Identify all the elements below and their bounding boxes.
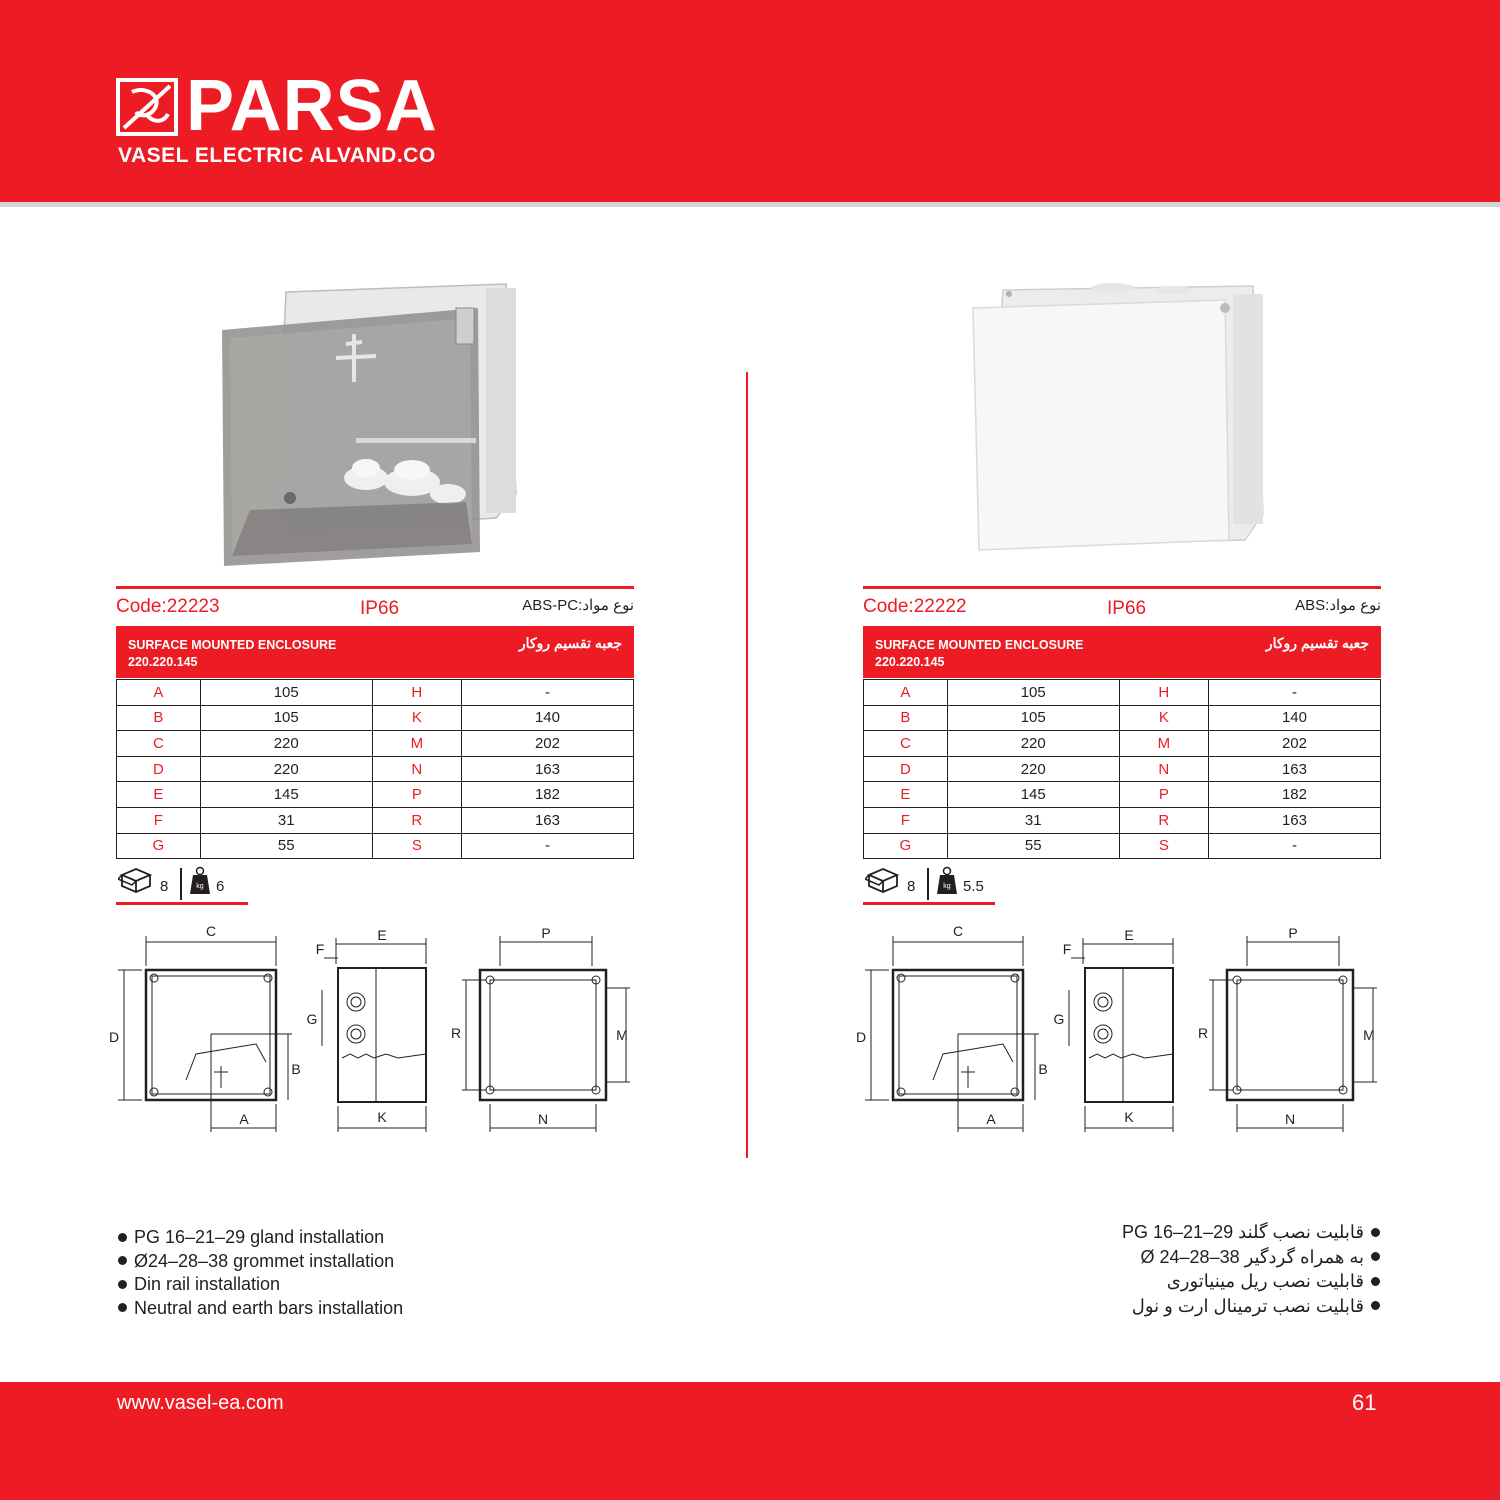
table-row bbox=[117, 731, 634, 757]
pack-separator bbox=[180, 868, 182, 900]
drawing-label-g: G bbox=[1053, 1011, 1065, 1027]
feature-text: به همراه گردگیر 38–28–24 Ø bbox=[1140, 1246, 1364, 1267]
drawing-label-d: D bbox=[108, 1029, 120, 1045]
dim-label: F bbox=[117, 807, 201, 833]
ip-rating: IP66 bbox=[1107, 598, 1147, 619]
spec-title-en: SURFACE MOUNTED ENCLOSURE bbox=[128, 638, 337, 652]
drawing-label-b: B bbox=[1038, 1061, 1048, 1077]
dim-value: 31 bbox=[200, 807, 372, 833]
bullet-icon bbox=[1371, 1277, 1380, 1286]
dim-label: P bbox=[372, 782, 461, 808]
kg-weight-icon bbox=[190, 866, 210, 894]
drawing-label-e: E bbox=[1124, 927, 1134, 943]
dim-value: 145 bbox=[200, 782, 372, 808]
dim-label: E bbox=[117, 782, 201, 808]
bullet-icon bbox=[118, 1280, 127, 1289]
dim-label: B bbox=[117, 705, 201, 731]
list-item bbox=[118, 1226, 403, 1250]
dim-value: - bbox=[1208, 680, 1380, 706]
drawing-label-m: M bbox=[616, 1027, 628, 1043]
feature-text: Din rail installation bbox=[134, 1274, 281, 1294]
dim-value: - bbox=[461, 833, 633, 859]
dim-value: 31 bbox=[947, 807, 1119, 833]
dim-value: 220 bbox=[947, 756, 1119, 782]
list-item bbox=[1122, 1269, 1380, 1294]
drawing-label-d: D bbox=[855, 1029, 867, 1045]
feature-text: PG 16–21–29 gland installation bbox=[134, 1227, 385, 1247]
ip-rating: IP66 bbox=[360, 598, 400, 619]
dim-value: 163 bbox=[461, 756, 633, 782]
dim-value: - bbox=[461, 680, 633, 706]
product-panel-22222 bbox=[855, 0, 1403, 1200]
packaging-rule bbox=[863, 902, 995, 905]
dim-label: D bbox=[117, 756, 201, 782]
features-list-fa bbox=[1122, 1220, 1380, 1318]
dim-value: 105 bbox=[947, 705, 1119, 731]
dim-label: D bbox=[864, 756, 948, 782]
dim-label: S bbox=[1119, 833, 1208, 859]
spec-size: 220.220.145 bbox=[875, 655, 945, 669]
weight-value: 6 bbox=[216, 878, 225, 895]
table-row bbox=[864, 782, 1381, 808]
dim-label: R bbox=[1119, 807, 1208, 833]
dim-value: 182 bbox=[1208, 782, 1380, 808]
drawing-label-n: N bbox=[537, 1111, 549, 1127]
dim-label: N bbox=[1119, 756, 1208, 782]
product-code-row bbox=[863, 596, 1381, 622]
feature-text: قابلیت نصب ریل مینیاتوری bbox=[1166, 1271, 1364, 1291]
drawing-label-g: G bbox=[306, 1011, 318, 1027]
center-divider bbox=[746, 372, 748, 1158]
drawing-label-k: K bbox=[377, 1109, 387, 1125]
table-row bbox=[117, 807, 634, 833]
drawing-label-m: M bbox=[1363, 1027, 1375, 1043]
list-item bbox=[118, 1297, 403, 1321]
list-item bbox=[118, 1273, 403, 1297]
drawing-label-r: R bbox=[1197, 1025, 1209, 1041]
drawing-label-a: A bbox=[986, 1111, 996, 1127]
drawing-label-b: B bbox=[291, 1061, 301, 1077]
dim-label: S bbox=[372, 833, 461, 859]
drawing-label-p: P bbox=[1288, 925, 1298, 941]
dim-label: M bbox=[372, 731, 461, 757]
table-row bbox=[117, 833, 634, 859]
dim-value: 140 bbox=[461, 705, 633, 731]
drawing-label-c: C bbox=[205, 923, 217, 939]
spec-header bbox=[863, 626, 1381, 678]
website-link[interactable]: www.vasel-ea.com bbox=[117, 1392, 284, 1414]
dim-value: 220 bbox=[200, 731, 372, 757]
dimension-table bbox=[863, 679, 1381, 859]
svg-text:kg: kg bbox=[196, 883, 204, 890]
spec-header bbox=[116, 626, 634, 678]
dim-label: B bbox=[864, 705, 948, 731]
drawing-label-k: K bbox=[1124, 1109, 1134, 1125]
dim-label: E bbox=[864, 782, 948, 808]
pack-count: 8 bbox=[907, 878, 916, 895]
pack-count: 8 bbox=[160, 878, 169, 895]
feature-text: Ø24–28–38 grommet installation bbox=[134, 1250, 395, 1271]
drawing-label-r: R bbox=[450, 1025, 462, 1041]
list-item bbox=[118, 1250, 403, 1274]
table-row bbox=[864, 705, 1381, 731]
dimension-drawing bbox=[106, 922, 646, 1137]
table-row bbox=[117, 782, 634, 808]
svg-text:kg: kg bbox=[943, 883, 951, 890]
material-type: نوع مواد:ABS-PC bbox=[522, 597, 634, 614]
dim-label: C bbox=[864, 731, 948, 757]
product-code-row bbox=[116, 596, 634, 622]
dim-label: G bbox=[117, 833, 201, 859]
dim-label: K bbox=[372, 705, 461, 731]
dim-value: - bbox=[1208, 833, 1380, 859]
dim-label: G bbox=[864, 833, 948, 859]
packaging-info bbox=[863, 866, 1113, 902]
product-code: Code:22223 bbox=[116, 596, 220, 617]
dim-value: 182 bbox=[461, 782, 633, 808]
dim-value: 140 bbox=[1208, 705, 1380, 731]
dim-label: F bbox=[864, 807, 948, 833]
dim-value: 105 bbox=[200, 680, 372, 706]
drawing-label-c: C bbox=[952, 923, 964, 939]
table-row bbox=[864, 756, 1381, 782]
table-row bbox=[864, 833, 1381, 859]
dim-label: R bbox=[372, 807, 461, 833]
dim-value: 163 bbox=[461, 807, 633, 833]
dim-label: M bbox=[1119, 731, 1208, 757]
dim-label: H bbox=[372, 680, 461, 706]
product-photo-opaque-cover bbox=[963, 278, 1273, 578]
pack-separator bbox=[927, 868, 929, 900]
bullet-icon bbox=[1371, 1301, 1380, 1310]
dim-value: 163 bbox=[1208, 807, 1380, 833]
bullet-icon bbox=[118, 1233, 127, 1242]
spec-title-fa: جعبه تقسیم روکار bbox=[1265, 635, 1369, 651]
drawing-label-a: A bbox=[239, 1111, 249, 1127]
weight-value: 5.5 bbox=[963, 878, 984, 895]
drawing-label-f: F bbox=[315, 941, 325, 957]
drawing-label-p: P bbox=[541, 925, 551, 941]
dim-value: 163 bbox=[1208, 756, 1380, 782]
table-row bbox=[864, 731, 1381, 757]
brand-name: PARSA bbox=[186, 66, 438, 146]
dim-value: 220 bbox=[947, 731, 1119, 757]
table-row bbox=[117, 756, 634, 782]
packaging-info bbox=[116, 866, 366, 902]
material-type: نوع مواد:ABS bbox=[1295, 597, 1381, 614]
drawing-label-e: E bbox=[377, 927, 387, 943]
dim-value: 145 bbox=[947, 782, 1119, 808]
spec-title bbox=[875, 637, 1083, 671]
dim-value: 202 bbox=[461, 731, 633, 757]
table-row bbox=[117, 680, 634, 706]
feature-text: قابلیت نصب ترمینال ارت و نول bbox=[1131, 1295, 1364, 1316]
dimension-drawing bbox=[853, 922, 1393, 1137]
code-rule bbox=[863, 586, 1381, 589]
list-item bbox=[1122, 1220, 1380, 1245]
box-icon bbox=[865, 866, 901, 894]
bullet-icon bbox=[1371, 1252, 1380, 1261]
dim-value: 105 bbox=[200, 705, 372, 731]
dim-label: H bbox=[1119, 680, 1208, 706]
drawing-label-f: F bbox=[1062, 941, 1072, 957]
product-code: Code:22222 bbox=[863, 596, 967, 617]
table-row bbox=[117, 705, 634, 731]
bullet-icon bbox=[118, 1256, 127, 1265]
dimension-table bbox=[116, 679, 634, 859]
feature-text: قابلیت نصب گلند 29–21–16 PG bbox=[1121, 1222, 1364, 1242]
list-item bbox=[1122, 1294, 1380, 1319]
feature-text: Neutral and earth bars installation bbox=[134, 1297, 404, 1318]
features-list-en bbox=[118, 1226, 403, 1320]
dim-label: C bbox=[117, 731, 201, 757]
list-item bbox=[1122, 1245, 1380, 1270]
dim-value: 55 bbox=[947, 833, 1119, 859]
spec-title-fa: جعبه تقسیم روکار bbox=[518, 635, 622, 651]
bullet-icon bbox=[118, 1303, 127, 1312]
dim-label: P bbox=[1119, 782, 1208, 808]
drawing-label-n: N bbox=[1284, 1111, 1296, 1127]
box-icon bbox=[118, 866, 154, 894]
product-panel-22223 bbox=[108, 0, 656, 1200]
dim-value: 55 bbox=[200, 833, 372, 859]
page-number: 61 bbox=[1352, 1390, 1377, 1415]
packaging-rule bbox=[116, 902, 248, 905]
table-row bbox=[864, 807, 1381, 833]
company-name: VASEL ELECTRIC ALVAND.CO bbox=[118, 144, 436, 167]
dim-value: 220 bbox=[200, 756, 372, 782]
kg-weight-icon bbox=[937, 866, 957, 894]
table-row bbox=[864, 680, 1381, 706]
dim-label: A bbox=[117, 680, 201, 706]
dim-value: 105 bbox=[947, 680, 1119, 706]
spec-title bbox=[128, 637, 336, 671]
dim-label: N bbox=[372, 756, 461, 782]
dim-label: A bbox=[864, 680, 948, 706]
dim-label: K bbox=[1119, 705, 1208, 731]
spec-size: 220.220.145 bbox=[128, 655, 198, 669]
bullet-icon bbox=[1371, 1228, 1380, 1237]
code-rule bbox=[116, 586, 634, 589]
product-photo-transparent-cover bbox=[216, 278, 526, 578]
spec-title-en: SURFACE MOUNTED ENCLOSURE bbox=[875, 638, 1084, 652]
dim-value: 202 bbox=[1208, 731, 1380, 757]
